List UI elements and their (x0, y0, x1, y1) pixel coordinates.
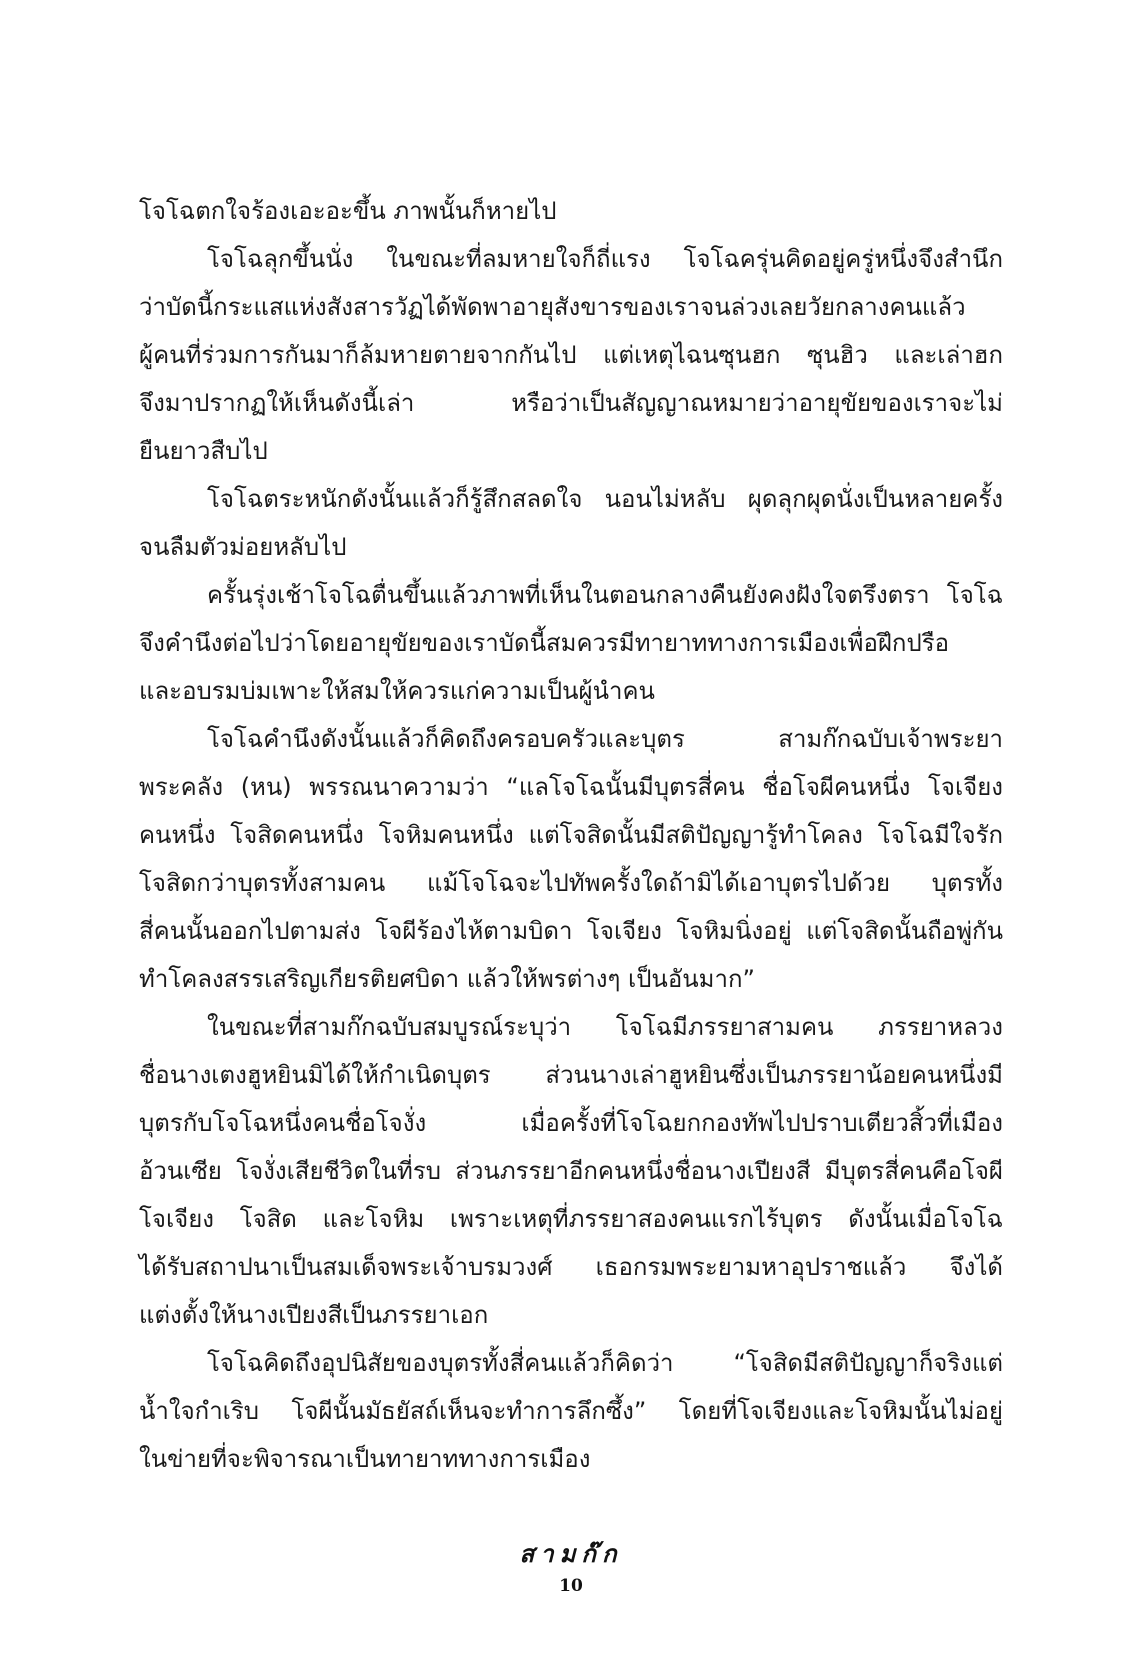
text-line: แต่งตั้งให้นางเปียงสีเป็นภรรยาเอก (139, 1301, 489, 1329)
text-line: บุตรกับโจโฉหนึ่งคนชื่อโจงั่ง เมื่อครั้งที่โจโฉยกกองทัพไปปราบเตียวสิ้วที่เมือง (139, 1109, 1003, 1137)
text-line: ครั้นรุ่งเช้าโจโฉตื่นขึ้นแล้วภาพที่เห็นในตอนกลางคืนยังคงฝังใจตรึงตรา โจโฉ (207, 581, 1003, 609)
text-line: ทำโคลงสรรเสริญเกียรติยศบิดา แล้วให้พรต่างๆ เป็นอันมาก” (139, 965, 755, 993)
text-line: ยืนยาวสืบไป (139, 437, 268, 465)
text-line: ชื่อนางเตงฮูหยินมิได้ให้กำเนิดบุตร ส่วนนางเล่าฮูหยินซึ่งเป็นภรรยาน้อยคนหนึ่งมี (139, 1061, 1003, 1089)
text-line: โจเจียง โจสิด และโจหิม เพราะเหตุที่ภรรยาสองคนแรกไร้บุตร ดังนั้นเมื่อโจโฉ (139, 1205, 1003, 1233)
text-line: คนหนึ่ง โจสิดคนหนึ่ง โจหิมคนหนึ่ง แต่โจสิดนั้นมีสติปัญญารู้ทำโคลง โจโฉมีใจรัก (139, 821, 1003, 849)
text-line: พระคลัง (หน) พรรณนาความว่า “แลโจโฉนั้นมีบุตรสี่คน ชื่อโจผีคนหนึ่ง โจเจียง (139, 773, 1003, 801)
text-line: โจโฉคำนึงดังนั้นแล้วก็คิดถึงครอบครัวและบุตร สามก๊กฉบับเจ้าพระยา (207, 725, 1003, 753)
text-line: จึงมาปรากฏให้เห็นดังนี้เล่า หรือว่าเป็นสัญญาณหมายว่าอายุขัยของเราจะไม่ (139, 389, 1003, 417)
page-number: 10 (559, 1576, 583, 1596)
text-line: โจโฉลุกขึ้นนั่ง ในขณะที่ลมหายใจก็ถี่แรง โจโฉครุ่นคิดอยู่ครู่หนึ่งจึงสำนึก (207, 245, 1003, 273)
text-line: ในข่ายที่จะพิจารณาเป็นทายาททางการเมือง (139, 1445, 591, 1473)
text-line: ว่าบัดนี้กระแสแห่งสังสารวัฏได้พัดพาอายุสังขารของเราจนล่วงเลยวัยกลางคนแล้ว (139, 293, 966, 321)
footer-book-title: สามก๊ก (519, 1539, 623, 1568)
text-line: โจโฉตระหนักดังนั้นแล้วก็รู้สึกสลดใจ นอนไม่หลับ ผุดลุกผุดนั่งเป็นหลายครั้ง (207, 485, 1003, 513)
text-line: โจสิดกว่าบุตรทั้งสามคน แม้โจโฉจะไปทัพครั้งใดถ้ามิได้เอาบุตรไปด้วย บุตรทั้ง (139, 869, 1003, 897)
text-line: ได้รับสถาปนาเป็นสมเด็จพระเจ้าบรมวงศ์ เธอกรมพระยามหาอุปราชแล้ว จึงได้ (139, 1253, 1003, 1281)
text-line: อ้วนเซีย โจงั่งเสียชีวิตในที่รบ ส่วนภรรยาอีกคนหนึ่งชื่อนางเปียงสี มีบุตรสี่คนคือโจผี (139, 1157, 1003, 1185)
text-line: น้ำใจกำเริบ โจผีนั้นมัธยัสถ์เห็นจะทำการลึกซึ้ง” โดยที่โจเจียงและโจหิมนั้นไม่อยู่ (139, 1397, 1003, 1425)
text-line: ในขณะที่สามก๊กฉบับสมบูรณ์ระบุว่า โจโฉมีภรรยาสามคน ภรรยาหลวง (207, 1013, 1003, 1041)
text-line: โจโฉคิดถึงอุปนิสัยของบุตรทั้งสี่คนแล้วก็คิดว่า “โจสิดมีสติปัญญาก็จริงแต่ (207, 1349, 1003, 1377)
text-line: ผู้คนที่ร่วมการกันมาก็ล้มหายตายจากกันไป แต่เหตุไฉนซุนฮก ซุนฮิว และเล่าฮก (139, 341, 1003, 369)
text-line: โจโฉตกใจร้องเอะอะขึ้น ภาพนั้นก็หายไป (139, 197, 557, 225)
text-line: จนลืมตัวม่อยหลับไป (139, 533, 347, 561)
text-line: และอบรมบ่มเพาะให้สมให้ควรแก่ความเป็นผู้นำคน (139, 677, 655, 705)
text-line: จึงคำนึงต่อไปว่าโดยอายุขัยของเราบัดนี้สมควรมีทายาททางการเมืองเพื่อฝึกปรือ (139, 629, 949, 657)
text-line: สี่คนนั้นออกไปตามส่ง โจผีร้องไห้ตามบิดา โจเจียง โจหิมนิ่งอยู่ แต่โจสิดนั้นถือพู่กัน (139, 917, 1003, 945)
